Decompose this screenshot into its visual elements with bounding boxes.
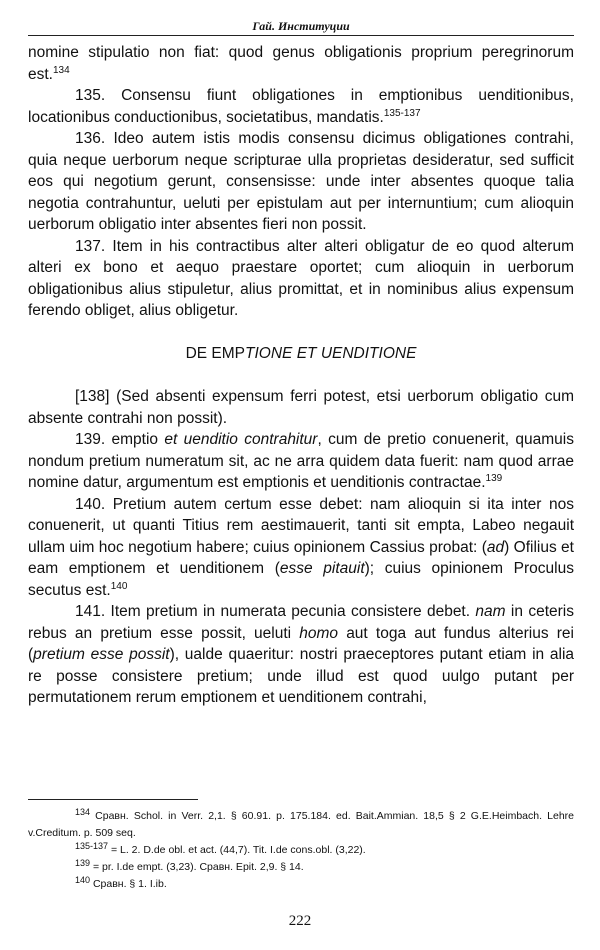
footnote-ref[interactable]: 139: [485, 473, 503, 484]
footnote-140: $^{140}$ Сравн. § 1. I.ib.: [75, 875, 167, 890]
section-heading: DE EMPTIONE ET UENDITIONE: [185, 344, 417, 362]
footnote-134: $^{134}$ Сравн. Schol. in Verr. 2,1. § 60.91. p. 175.184. ed. Bait.Ammian. 18,5 § 2 G.E.Heimbach. Lehre v.Creditum. p. 509 seq.: [28, 807, 574, 839]
footnote-139: $^{139}$ = pr. I.de empt. (3,23). Сравн. Epit. 2,9. § 14.: [75, 858, 304, 873]
footnote-rule: [28, 799, 198, 800]
header-rule: [28, 35, 574, 36]
footnote-ref[interactable]: 134: [52, 64, 70, 76]
paragraph-137: 137. Item in his contractibus alter alteri obligatur de eo quod alterum alteri ex bono et aequo praestare oportet; cum alioquin in uerborum obligationibus alius stipuletur, alius promittat, et in nominibus alius expensum ferendo obliget, alius obligetur.: [28, 237, 574, 319]
page-number: 222: [288, 913, 312, 929]
paragraph-136: 136. Ideo autem istis modis consensu dicimus obligationes contrahi, quia neque uerborum neque scripturae ulla proprietas desideratur, sed sufficit eos qui negotium gerunt, consensisse: unde inter absentes quoque talia negotia contrahuntur, ueluti per epistulam aut per internuntium; cum alioquin uerborum obligatio inter absentes fieri non possit.: [28, 130, 574, 233]
footnote-mark: 139: [75, 858, 91, 868]
paragraph-141: 141. Item pretium in numerata pecunia consistere debet. nam in ceteris rebus an pretium esse possit, ueluti homo aut toga aut fundus alterius rei (pretium esse possit), ualde quaeritur: nostri praeceptores putant etiam in alia re posse consistere pretium; unde illud est quod uulgo putant per permutationem rerum emptionem et uenditionem contrahi,: [28, 603, 575, 706]
footnote-ref[interactable]: 140: [110, 580, 128, 592]
main-text: [28, 42, 574, 709]
paragraph-continuation: nomine stipulatio non fiat: quod genus obligationis proprium peregrinorum est.$^{134}$: [28, 44, 574, 83]
paragraph-140: 140. Pretium autem certum esse debet: nam alioquin si ita inter nos conuenerit, ut quanti Titius rem aestimauerit, tanti sit empta, Labeo negauit ullam uim hoc negotium habere; cuius opinionem Cassius probat: (ad) Ofilius et eam emptionem et uenditionem (esse pitauit); cuius opinionem Proculus secutus est.$^{140}$: [28, 495, 574, 599]
paragraph-138: [138] (Sed absenti expensum ferri potest, etsi uerborum obligatio cum absente contrahi non possit).: [28, 388, 574, 427]
footnote-135-137: $^{135-137}$ = L. 2. D.de obl. et act. (44,7). Tit. I.de cons.obl. (3,22).: [75, 841, 366, 856]
paragraph-139: 139. emptio et uenditio contrahitur, cum de pretio conuenerit, quamuis nondum pretium numeratum sit, ac ne arra quidem data fuerit: nam quod arrae nomine datur, argumentum est emptionis et uenditionis contractae.$^{139}$: [28, 431, 574, 491]
footnote-mark: 134: [75, 807, 91, 817]
header-title: Гай. Институции: [252, 19, 350, 33]
running-header: [28, 20, 574, 34]
paragraph-135: 135. Consensu fiunt obligationes in emptionibus uenditionibus, locationibus conductionibus, societatibus, mandatis.$^{135-137}$: [28, 87, 574, 126]
footnote-mark: 140: [75, 875, 91, 885]
footnote-ref[interactable]: 135-137: [383, 107, 421, 119]
footnotes: [28, 808, 574, 893]
footnote-mark: 135-137: [75, 841, 109, 851]
